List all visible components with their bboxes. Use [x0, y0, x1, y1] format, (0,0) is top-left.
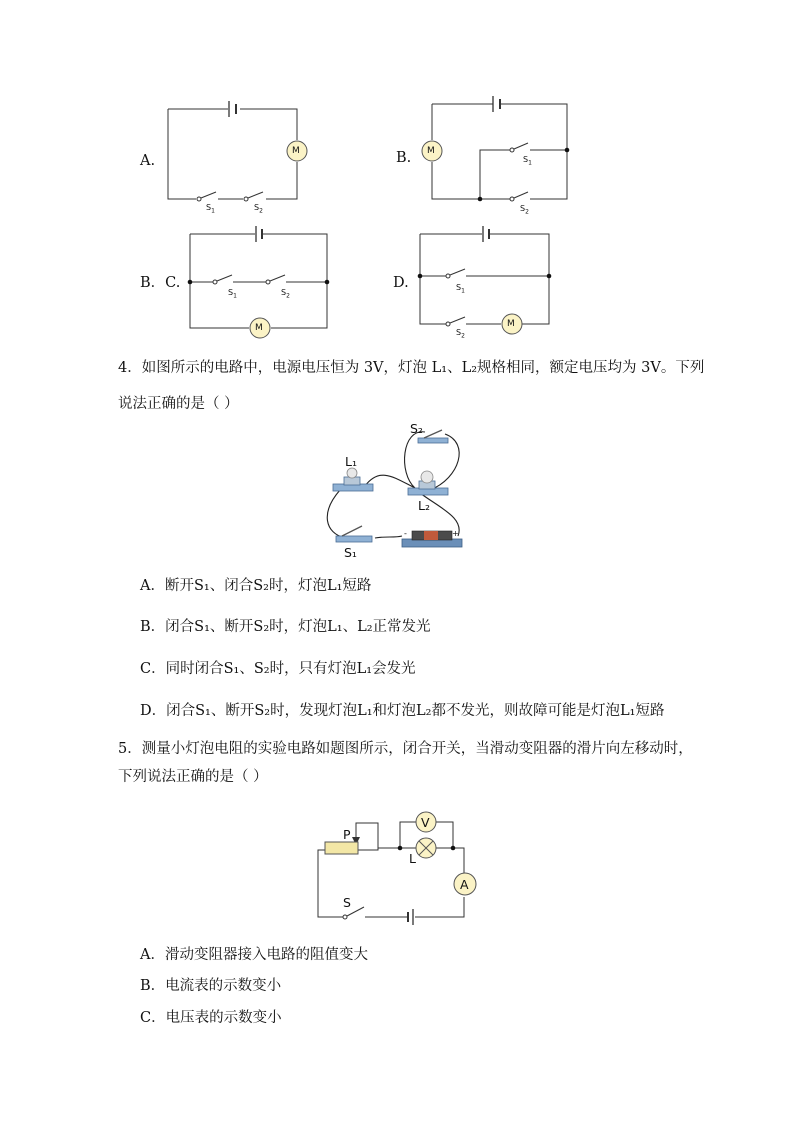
label-l2: L₂	[418, 498, 430, 513]
switch-label: $S_2$	[281, 288, 290, 300]
label-l: L	[409, 851, 416, 866]
q5-stem-line1: 5．测量小灯泡电阻的实验电路如题图所示，闭合开关，当滑动变阻器的滑片向左移动时，	[118, 741, 693, 757]
motor-label: M	[292, 146, 300, 156]
option-c-label: B．C.	[140, 275, 181, 291]
option-b-label: B.	[396, 150, 412, 166]
battery-plus: +	[452, 529, 459, 538]
q5-lamp	[300, 836, 500, 866]
circuit-a	[168, 101, 297, 201]
label-v: V	[421, 815, 430, 830]
battery-minus: -	[404, 529, 407, 538]
motor-label: M	[507, 319, 515, 329]
label-a: A	[460, 877, 469, 892]
option-d-label: D.	[393, 275, 409, 291]
switch-label: $S_1$	[456, 283, 465, 295]
switch-label: $S_1$	[228, 288, 237, 300]
label-p: P	[343, 827, 351, 842]
q4-option-c: C．同时闭合S₁、S₂时，只有灯泡L₁会发光	[140, 661, 416, 677]
motor-label: M	[255, 323, 263, 333]
q5-stem-line2: 下列说法正确的是（ ）	[118, 769, 268, 785]
switch-label: $S_2$	[456, 328, 465, 340]
option-a-label: A.	[140, 153, 156, 169]
switch-label: $S_1$	[206, 203, 215, 215]
circuit-b	[432, 96, 567, 201]
label-s2: S₂	[410, 421, 423, 436]
circuit-d	[420, 226, 549, 326]
switch-label: $S_2$	[520, 204, 529, 216]
switch-label: $S_2$	[254, 203, 263, 215]
label-s1: S₁	[344, 545, 357, 560]
motor-label: M	[427, 146, 435, 156]
q5-option-a: A．滑动变阻器接入电路的阻值变大	[140, 947, 368, 963]
switch-label: $S_1$	[523, 155, 532, 167]
q5-option-b: B．电流表的示数变小	[140, 978, 282, 994]
switch-s1-icon	[336, 526, 372, 542]
label-l1: L₁	[345, 454, 357, 469]
q3-circuit-diagrams	[0, 0, 794, 340]
q4-option-b: B．闭合S₁、断开S₂时，灯泡L₁、L₂正常发光	[140, 619, 431, 635]
q4-physical-circuit	[320, 418, 470, 560]
label-s: S	[343, 895, 351, 910]
q4-option-a: A．断开S₁、闭合S₂时，灯泡L₁短路	[140, 578, 372, 594]
q4-stem-line2: 说法正确的是（ ）	[118, 396, 239, 412]
bulb-l1-icon	[333, 468, 373, 491]
circuit-c	[190, 226, 327, 328]
q4-stem-line1: 4．如图所示的电路中，电源电压恒为 3V，灯泡 L₁、L₂规格相同，额定电压均为 3V。下列	[118, 360, 705, 376]
q4-option-d: D．闭合S₁、断开S₂时，发现灯泡L₁和灯泡L₂都不发光，则故障可能是灯泡L₁短路	[140, 703, 665, 719]
q5-option-c: C．电压表的示数变小	[140, 1010, 282, 1026]
